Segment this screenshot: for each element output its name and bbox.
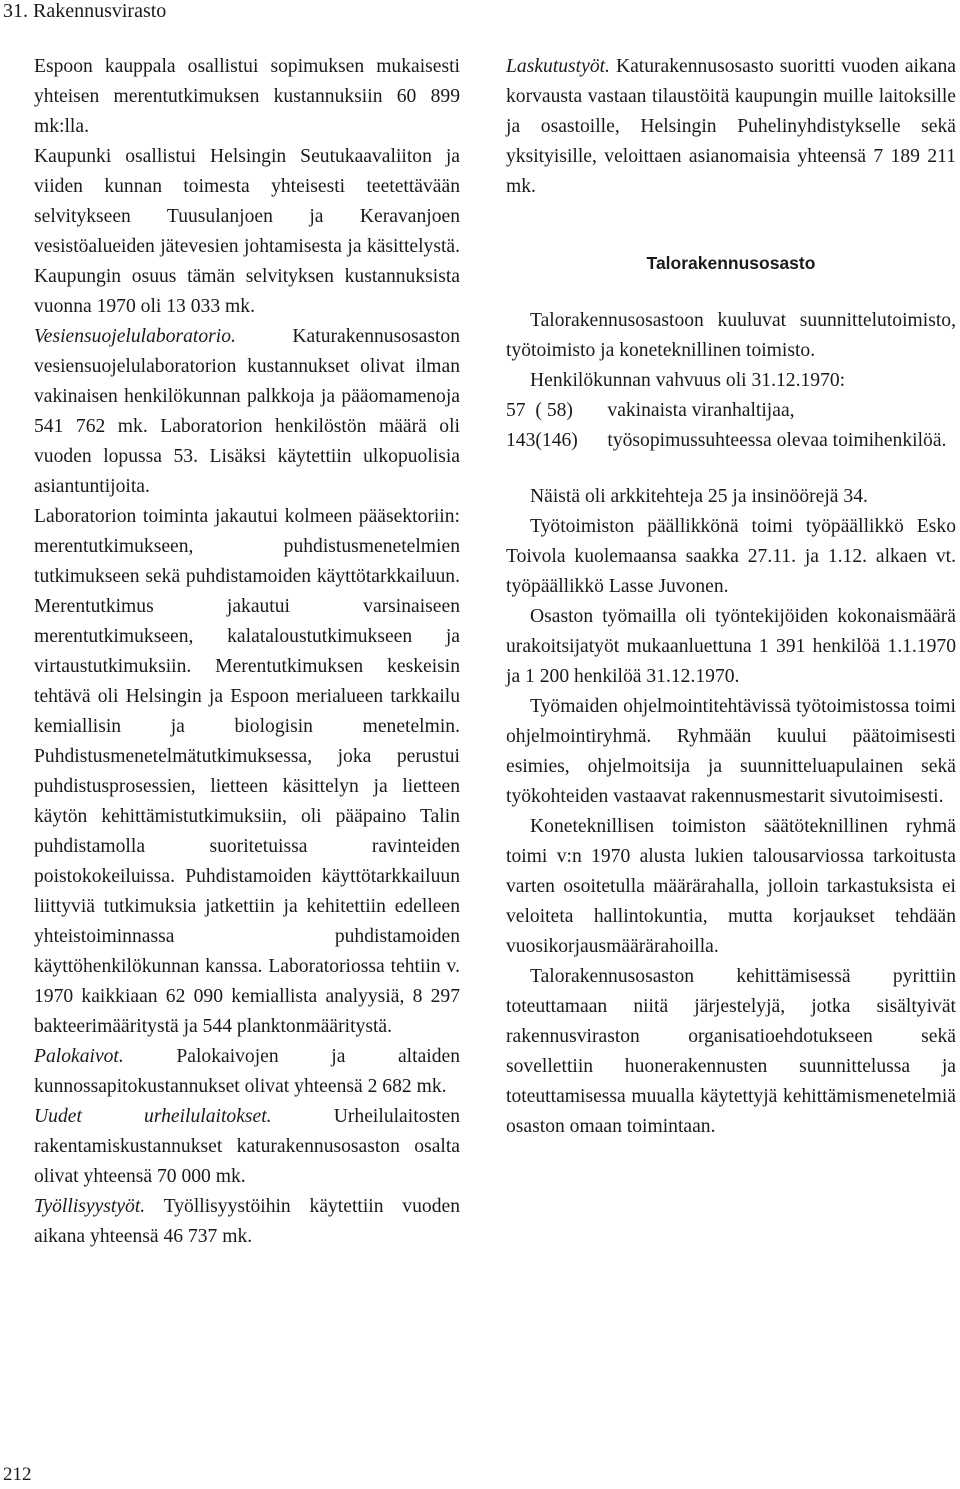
- table-row: [506, 426, 956, 456]
- paragraph: [34, 322, 460, 502]
- paragraph: Koneteknillisen toimiston säätöteknillinen ryhmä toimi v:n 1970 alusta lukien talousarviossa tarkoitusta varten osoitetulla määrärahalla, jolloin tarkastuksista ei veloiteta hallintokuntia, mutta korjaukset tehdään vuosikorjausmäärärahoilla.: [506, 816, 956, 957]
- paragraph-heading: Palokaivot.: [34, 1046, 124, 1067]
- staff-count: 57: [506, 400, 526, 421]
- paragraph-text: Urheilulaitosten rakentamiskustannukset katurakennusosaston osalta olivat yhteensä 70 000 mk.: [34, 1106, 460, 1187]
- section-title: Talorakennusosasto: [646, 253, 816, 273]
- staff-description: työsopimussuhteessa olevaa toimihenkilöä.: [607, 430, 947, 451]
- paragraph: Osaston työmailla oli työntekijöiden kokonaismäärä urakoitsijatyöt mukaanluettuna 1 391 henkilöä 1.1.1970 ja 1 200 henkilöä 31.12.1970.: [506, 606, 956, 687]
- paragraph: Talorakennusosaston kehittämisessä pyrittiin toteuttamaan niitä järjestelyjä, jotka sisältyivät rakennusviraston organisatioehdotukseen sekä sovellettiin huonerakennusten suunnittelussa ja toteuttamisessa muualla käytettyjä kehittämismenetelmiä osaston omaan toimintaan.: [506, 966, 956, 1137]
- paragraph: Laboratorion toiminta jakautui kolmeen pääsektoriin: merentutkimukseen, puhdistusmenetelmien tutkimukseen sekä puhdistamoiden käyttötarkkailuun. Merentutkimus jakautui varsinaiseen merentutkimukseen, kalataloustutkimukseen ja virtaustutkimuksiin. Merentutkimuksen keskeisin tehtävä oli Helsingin ja Espoon merialueen tarkkailu kemiallisin ja biologisin menetelmin. Puhdistusmenetelmätutkimuksessa, joka perustui puhdistusprosessien, lietteen käsittelyn ja lietteen käytön kehittämistutkimuksiin, oli pääpaino Talin puhdistamolla suoritetuissa ravinteiden poistokokeiluissa. Puhdistamoiden käyttötarkkailuun liittyviä tutkimuksia jatkettiin ja kehitettiin edelleen yhteistoiminnassa puhdistamoiden käyttöhenkilökunnan kanssa. Laboratoriossa tehtiin v. 1970 kaikkiaan 62 090 kemiallista analyysiä, 8 297 bakteerimääritystä ja 544 planktonmääritystä.: [34, 506, 460, 1037]
- paragraph: Kaupunki osallistui Helsingin Seutukaavaliiton ja viiden kunnan toimesta yhteisesti teetettävään selvitykseen Tuusulanjoen ja Keravanjoen vesistöalueiden jätevesien johtamisesta ja käsittelystä. Kaupungin osuus tämän selvityksen kustannuksista vuonna 1970 oli 13 033 mk.: [34, 146, 460, 317]
- paragraph-heading: Uudet urheilulaitokset.: [34, 1106, 272, 1127]
- staff-description: vakinaista viranhaltijaa,: [607, 400, 795, 421]
- paragraph-text: Katurakennusosasto suoritti vuoden aikana korvausta vastaan tilaustöitä kaupungin muille laitoksille ja osastoille, Helsingin Puhelinyhdistykselle sekä yksityisille, veloittaen asianomaisia yhteensä 7 189 211 mk.: [506, 56, 956, 197]
- right-column: [506, 52, 956, 1142]
- paragraph: Näistä oli arkkitehteja 25 ja insinöörejä 34.: [530, 486, 868, 507]
- paragraph: [506, 52, 956, 202]
- staff-previous: (146): [535, 430, 578, 451]
- paragraph: Talorakennusosastoon kuuluvat suunnittelutoimisto, työtoimisto ja koneteknillinen toimisto.: [506, 310, 956, 361]
- table-row: [506, 396, 956, 426]
- left-column: [34, 52, 460, 1252]
- paragraph: Työtoimiston päällikkönä toimi työpäällikkö Esko Toivola kuolemaansa saakka 27.11. ja 1.12. alkaen vt. työpäällikkö Lasse Juvonen.: [506, 516, 956, 597]
- paragraph-heading: Vesiensuojelulaboratorio.: [34, 326, 236, 347]
- paragraph: Espoon kauppala osallistui sopimuksen mukaisesti yhteisen merentutkimuksen kustannuksiin 60 899 mk:lla.: [34, 56, 460, 137]
- page-number: 212: [3, 1464, 32, 1485]
- paragraph-text: Työllisyystöihin käytettiin vuoden aikana yhteensä 46 737 mk.: [34, 1196, 460, 1247]
- staff-count: 143: [506, 430, 536, 451]
- paragraph: Työmaiden ohjelmointitehtävissä työtoimistossa toimi ohjelmointiryhmä. Ryhmään kuului päätoimisesti esimies, ohjelmoitsija ja suunnitteluapulainen sekä työkohteiden vastaavat rakennusmestarit sivutoimisesti.: [506, 696, 956, 807]
- staff-table: [506, 396, 956, 456]
- staff-previous: ( 58): [535, 400, 573, 421]
- paragraph-text: Palokaivojen ja altaiden kunnossapitokustannukset olivat yhteensä 2 682 mk.: [34, 1046, 460, 1097]
- staff-heading: Henkilökunnan vahvuus oli 31.12.1970:: [530, 370, 846, 391]
- paragraph-heading: Laskutustyöt.: [506, 56, 610, 77]
- paragraph: [34, 1042, 460, 1102]
- paragraph: [34, 1102, 460, 1192]
- paragraph: [34, 1192, 460, 1252]
- paragraph-text: Katurakennusosaston vesiensuojelulaboratorion kustannukset olivat ilman vakinaisen henkilökunnan palkkoja ja pääomamenoja 541 762 mk. Laboratorion henkilöstön määrä oli vuoden lopussa 53. Lisäksi käytettiin ulkopuolisia asiantuntijoita.: [34, 326, 460, 497]
- paragraph-heading: Työllisyystyöt.: [34, 1196, 146, 1217]
- running-header: 31. Rakennusvirasto: [3, 0, 167, 22]
